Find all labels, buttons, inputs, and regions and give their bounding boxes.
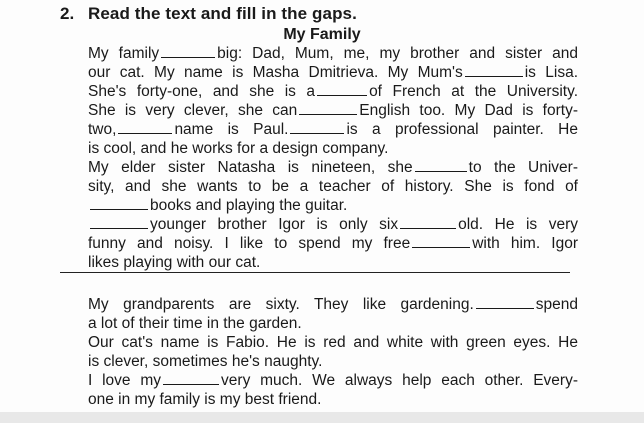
text-segment: I love my [88,372,162,389]
text-segment: funny and noisy. I like to spend my free [88,235,411,252]
text-line [88,120,578,139]
fill-in-blank[interactable] [465,63,523,77]
fill-in-blank[interactable] [317,82,367,96]
exercise-heading [60,4,357,24]
text-line [88,371,578,390]
text-line [88,63,578,82]
text-body-bottom [88,295,578,409]
text-segment: English too. My Dad is forty- [359,102,578,119]
text-segment: My elder sister Natasha is nineteen, she [88,159,413,176]
fill-in-blank[interactable] [163,371,219,385]
text-line [88,44,578,63]
text-line [88,215,578,234]
text-segment: old. He is very [458,216,579,233]
text-line [88,295,578,314]
fill-in-blank[interactable] [412,234,470,248]
text-segment: She's forty-one, and she is a [88,83,316,100]
text-line [88,253,578,272]
fill-in-blank[interactable] [415,158,467,172]
fill-in-blank[interactable] [290,120,344,134]
text-segment: sity, and she wants to be a teacher of history. She is fond of [88,178,578,195]
text-segment: two, [88,121,117,138]
text-segment: with him. Igor [472,235,578,252]
text-line [88,82,578,101]
exercise-number: 2. [60,4,75,23]
text-body-top [88,44,578,272]
text-segment: name is Paul. [174,121,289,138]
text-line [88,333,578,352]
text-segment: books and playing the guitar. [150,197,348,214]
text-segment: younger brother Igor is only six [150,216,399,233]
text-segment: a lot of their time in the garden. [88,315,302,332]
text-segment: is cool, and he works for a design company. [88,140,389,157]
text-line [88,234,578,253]
text-segment: She is very clever, she can [88,102,298,119]
text-segment: big: Dad, Mum, me, my brother and sister and [217,45,578,62]
text-segment: is clever, sometimes he's naughty. [88,353,323,370]
text-segment: My grandparents are sixty. They like gardening. [88,296,474,313]
fill-in-blank[interactable] [400,215,456,229]
text-segment: very much. We always help each other. Every- [221,372,579,389]
text-segment: likes playing with our cat. [88,254,261,271]
text-segment: spend [535,296,578,313]
text-line [88,139,578,158]
text-line [88,314,578,333]
text-line [88,158,578,177]
divider-line [60,272,570,273]
text-segment: Our cat's name is Fabio. He is red and white with green eyes. He [88,334,578,351]
exercise-instruction: Read the text and fill in the gaps. [88,4,357,23]
text-line [88,352,578,371]
fill-in-blank[interactable] [476,295,534,309]
text-segment: is Lisa. [524,64,578,81]
text-line [88,390,578,409]
text-line [88,196,578,215]
fill-in-blank[interactable] [161,44,215,58]
text-segment: of French at the University. [369,83,578,100]
text-segment: to the Univer- [468,159,578,176]
page-bottom-edge [0,412,644,423]
text-line [88,177,578,196]
text-segment: My family [88,45,160,62]
text-segment: is a professional painter. He [346,121,578,138]
text-segment: our cat. My name is Masha Dmitrieva. My Mum's [88,64,463,81]
fill-in-blank[interactable] [90,196,148,210]
fill-in-blank[interactable] [118,120,172,134]
text-title: My Family [283,26,361,43]
text-segment: one in my family is my best friend. [88,391,322,408]
fill-in-blank[interactable] [299,101,357,115]
fill-in-blank[interactable] [90,215,148,229]
text-line [88,101,578,120]
